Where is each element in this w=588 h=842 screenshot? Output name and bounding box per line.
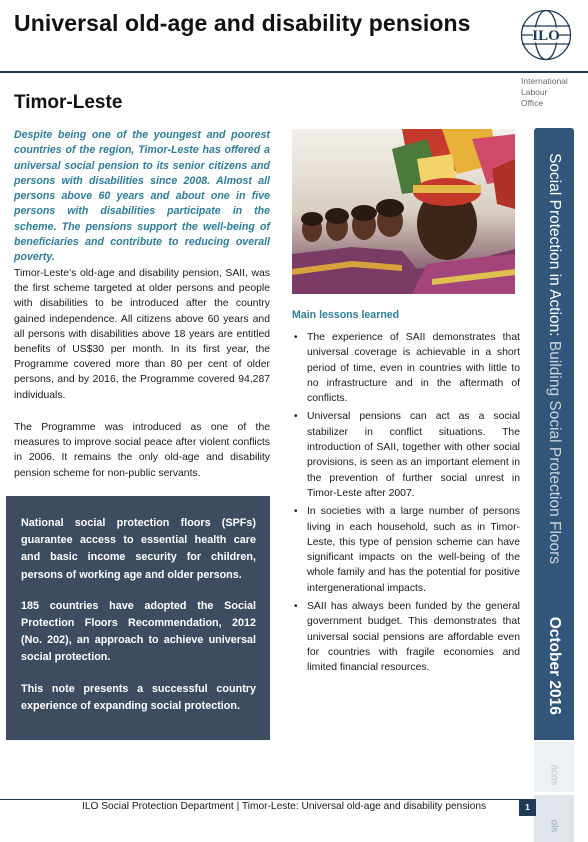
page-number: 1 xyxy=(519,799,536,816)
info-box-paragraph: National social protection floors (SPFs) guarantee access to essential health care and basic income security for children, persons of working age and older persons. xyxy=(21,517,256,581)
intro-summary: Despite being one of the youngest and poorest countries of the region, Timor-Leste has offered a universal social pension to its senior citizens and persons with disabilities since 2008. Almost all persons above 60 years and about one in five persons with disabilities participate in the scheme. The pensions support the well-being of beneficiaries and contribute to reducing overall poverty. xyxy=(14,129,270,264)
lesson-text: The experience of SAII demonstrates that universal coverage is achievable in a short period of time, even in countries with little to no infrastructure and in the aftermath of conflicts. xyxy=(307,332,520,405)
body-paragraph: Timor-Leste’s old-age and disability pension, SAII, was the first scheme targeted at older persons and people with disabilities to be introduced after the country gained independence. All citizens above 60 years and all persons with disabilities above 18 years are entitled benefits of US$30 per month. In its first year, the Programme covered more than 80 per cent of older persons, and by 2016, the Programme covered 94,287 individuals. xyxy=(14,268,270,401)
header-rule xyxy=(0,71,588,73)
body-paragraph: The Programme was introduced as one of the measures to improve social peace after violent conflicts in 2006. It remains the only old-age and disability pension scheme for non-public servants. xyxy=(14,422,270,479)
footer-text: ILO Social Protection Department | Timor-Leste: Universal old-age and disability pensions xyxy=(82,801,487,812)
lesson-text: Universal pensions can act as a social stabilizer in conflict situations. The introduction of SAII, together with other social provisions, is seen as an important element in the prevention of further social unrest in Timor-Leste after 2007. xyxy=(307,411,520,499)
lesson-text: SAII has always been funded by the general government budget. This demonstrates that universal social pensions are affordable even for countries with fragile economies and limited financial resources. xyxy=(307,601,520,674)
series-title xyxy=(545,134,563,734)
document-title: Universal old-age and disability pensions xyxy=(14,10,471,36)
list-item xyxy=(292,409,520,501)
spf-info-box xyxy=(6,496,270,740)
list-item xyxy=(292,599,520,675)
sidebar-tab-label: ols xyxy=(548,819,560,833)
ilo-logo-icon xyxy=(519,8,573,62)
bullet-icon: • xyxy=(294,411,298,423)
bullet-icon: • xyxy=(294,506,298,518)
bullet-icon: • xyxy=(294,601,298,613)
org-caption xyxy=(521,76,568,109)
lessons-list xyxy=(292,330,520,679)
lesson-text: In societies with a large number of persons living in each household, such as in Timor-Leste, this type of pension scheme can have significant impacts on the well-being of the whole family and has the potential for positive intergenerational impacts. xyxy=(307,506,520,594)
org-caption-line: Labour xyxy=(521,87,548,97)
series-title-part2: Building Social Protection Floors xyxy=(546,340,563,565)
org-caption-line: International xyxy=(521,76,568,86)
sidebar-tab xyxy=(534,795,574,842)
ilo-logo-text: ILO xyxy=(532,28,560,44)
women-photo xyxy=(292,129,515,294)
footer-rule xyxy=(0,799,534,800)
list-item xyxy=(292,330,520,406)
list-item xyxy=(292,504,520,596)
info-box-paragraph: 185 countries have adopted the Social Protection Floors Recommendation, 2012 (No. 202), an approach to achieve universal social protection. xyxy=(21,599,256,664)
org-caption-line: Office xyxy=(521,98,544,108)
country-heading: Timor-Leste xyxy=(14,92,123,113)
issue-date: October 2016 xyxy=(546,616,563,715)
info-box-paragraph: This note presents a successful country experience of expanding social protection. xyxy=(21,682,256,712)
bullet-icon: • xyxy=(294,332,298,343)
lessons-heading: Main lessons learned xyxy=(292,309,400,321)
sidebar-tab-label: ácos xyxy=(548,764,560,786)
series-title-part1: Social Protection in Action: xyxy=(546,153,563,337)
